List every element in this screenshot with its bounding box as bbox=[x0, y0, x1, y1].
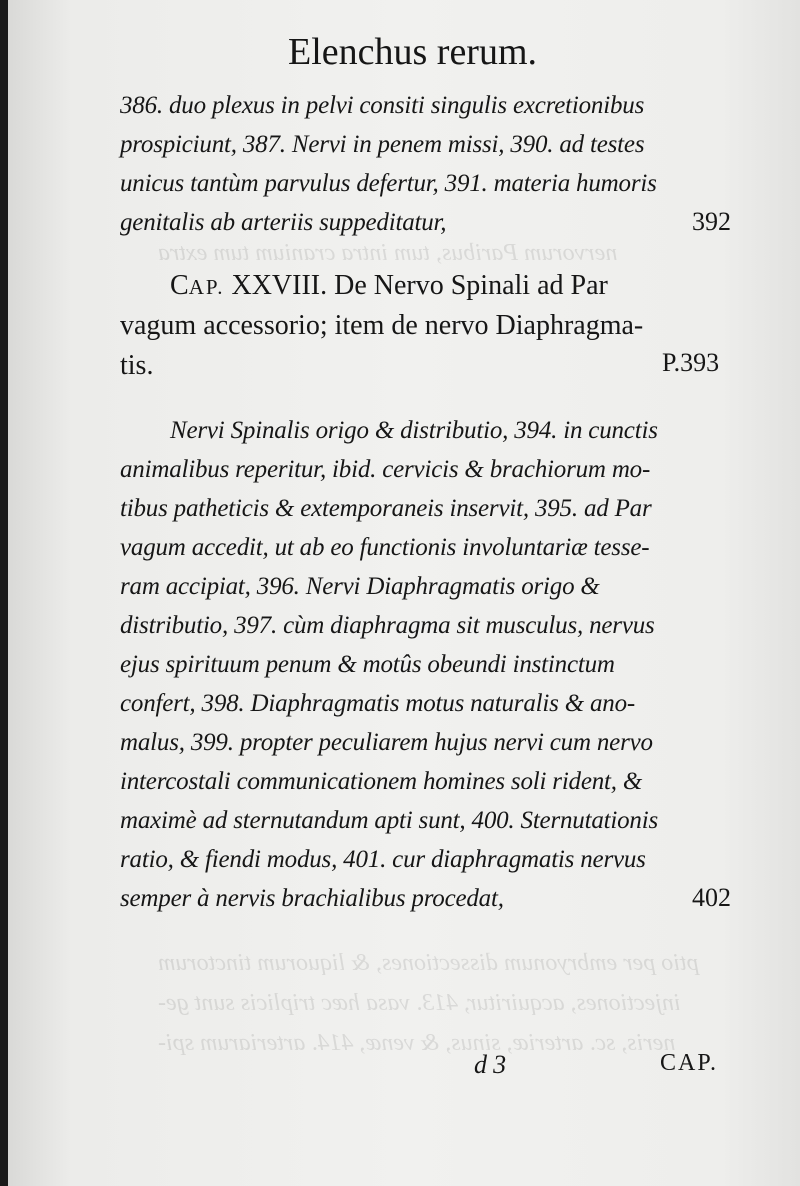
catchword: CAP. bbox=[660, 1050, 719, 1076]
text-line: animalibus reperitur, ibid. cervicis & brachiorum mo- bbox=[120, 456, 651, 483]
text-line: ram accipiat, 396. Nervi Diaphragmatis origo & bbox=[120, 573, 600, 600]
chapter-title-line: vagum accessorio; item de nervo Diaphragma- bbox=[120, 310, 644, 341]
document-page bbox=[8, 0, 800, 1186]
chapter-heading bbox=[170, 270, 608, 302]
chapter-title-line: tis. bbox=[120, 350, 154, 381]
chapter-label-rest: AP. bbox=[188, 275, 225, 299]
page-reference: 392 bbox=[692, 207, 731, 236]
page-reference: 402 bbox=[692, 883, 731, 912]
chapter-title-line: XXVIII. De Nervo Spinali ad Par bbox=[231, 270, 608, 301]
text-line: intercostali communicationem homines soli rident, & bbox=[120, 768, 643, 795]
text-line: unicus tantùm parvulus defertur, 391. materia humoris bbox=[120, 170, 657, 197]
text-line: prospiciunt, 387. Nervi in penem missi, 390. ad testes bbox=[120, 131, 645, 158]
text-line: ejus spirituum penum & motûs obeundi instinctum bbox=[120, 651, 615, 678]
text-line: confert, 398. Diaphragmatis motus naturalis & ano- bbox=[120, 690, 636, 717]
chapter-label-initial: C bbox=[170, 270, 189, 301]
page-reference: P.393 bbox=[662, 348, 720, 377]
text-line: distributio, 397. cùm diaphragma sit musculus, nervus bbox=[120, 612, 655, 639]
bleed-through-text: nervorum Paribus, tum intra cranium tum extra bbox=[158, 240, 618, 266]
text-line: ratio, & fiendi modus, 401. cur diaphragmatis nervus bbox=[120, 846, 646, 873]
text-line: 386. duo plexus in pelvi consiti singulis excretionibus bbox=[120, 92, 645, 119]
text-line: maximè ad sternutandum apti sunt, 400. Sternutationis bbox=[120, 807, 658, 834]
bleed-through-text: injectiones, acquiritur, 413. vasa hæc triplicis sunt ge- bbox=[158, 990, 681, 1016]
text-line: Nervi Spinalis origo & distributio, 394. in cunctis bbox=[170, 417, 658, 444]
text-line: genitalis ab arteriis suppeditatur, bbox=[120, 209, 447, 236]
signature-mark: d 3 bbox=[474, 1050, 506, 1079]
bleed-through-text: ptio per embryonum dissectiones, & liquorum tinctorum bbox=[158, 950, 699, 976]
page-header: Elenchus rerum. bbox=[288, 31, 538, 73]
text-line: vagum accedit, ut ab eo functionis involuntariæ tesse- bbox=[120, 534, 650, 561]
text-line: semper à nervis brachialibus procedat, bbox=[120, 885, 504, 912]
text-line: malus, 399. propter peculiarem hujus nervi cum nervo bbox=[120, 729, 653, 756]
text-line: tibus patheticis & extemporaneis inservit, 395. ad Par bbox=[120, 495, 652, 522]
bleed-through-text: neris, sc. arteriæ, sinus, & venæ, 414. arteriarum spi- bbox=[158, 1030, 676, 1056]
